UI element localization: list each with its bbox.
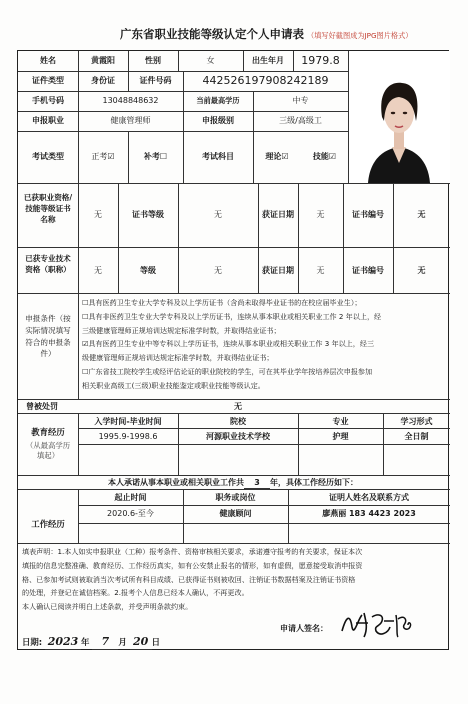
work-years: 3 [244, 478, 270, 489]
edu-period: 1995.9-1998.6 [98, 432, 158, 441]
id-no-value: 442526197908242189 [202, 74, 329, 87]
exam-type-label: 考试类型 [32, 152, 64, 161]
gender-value: 女 [206, 56, 215, 65]
edu-value: 中专 [292, 96, 309, 105]
declaration [22, 545, 363, 614]
condition-item: ☐广东省技工院校学生或经评估论证的职业院校的学生，可在其毕业学年按培养层次申报参加 [82, 367, 373, 377]
edu-header-period: 入学时间-毕业时间 [94, 417, 162, 426]
day-unit: 日 [151, 637, 160, 647]
subject-theory-option: 理论☑ [265, 152, 289, 161]
commit-prefix: 本人承诺从事本职业或相关职业工作共 [108, 478, 244, 487]
edu-header-major: 专业 [332, 417, 349, 426]
name-value: 黄霞阳 [91, 56, 115, 65]
edu-header-school: 院校 [230, 417, 246, 426]
cert2-no-label: 证书编号 [352, 266, 384, 275]
cert2-label: 已获专业技术资格（职称） [25, 254, 71, 274]
declaration-line: 填表声明：1.本人如实申报职业（工种）报考条件、资格审核相关要求，承诺遵守报考的有关要求，保证本次 [22, 547, 363, 556]
cert1-no-label: 证书编号 [352, 210, 384, 219]
title-hint: （填写好截图成为JPG图片格式） [307, 31, 413, 40]
cert1-date-label: 获证日期 [262, 210, 294, 219]
conditions-label: 申报条件（按实际情况填写符合的申报条件） [25, 314, 71, 359]
cert2-date: 无 [316, 266, 325, 275]
application-form [17, 50, 449, 650]
cert2-no: 无 [417, 266, 426, 275]
sign-date [22, 635, 160, 650]
phone-value: 13048848632 [102, 96, 159, 105]
cert2-date-label: 获证日期 [262, 266, 294, 275]
signature-label: 申请人签名： [280, 624, 328, 633]
cert2-level: 无 [214, 266, 222, 275]
declaration-line: 的处理，并登记在诚信档案。2.报考个人信息已经本人确认，不再更改。 [22, 588, 249, 598]
cert2-name: 无 [94, 266, 102, 275]
edu-major: 护理 [332, 432, 349, 441]
occupation-value: 健康管理师 [110, 116, 151, 125]
level-value: 三级/高级工 [279, 116, 322, 125]
phone-label: 手机号码 [32, 96, 64, 105]
handwritten-signature [338, 607, 418, 646]
condition-item: ☐具有医药卫生专业大学专科及以上学历证书（含尚未取得毕业证书的在校应届毕业生）； [82, 298, 362, 307]
declaration-line: 填报的信息完整准确、教育经历、工作经历真实，如有公安禁止报名的情形，如有虚假，愿意接受取消申报资 [22, 560, 363, 570]
date-year: 2023 [45, 635, 81, 650]
condition-item: 相关职业高级工(三级)职业技能鉴定或职业技能等级认定。 [82, 380, 265, 390]
work-header-period: 起止时间 [114, 493, 147, 502]
exam-normal-option: 正考☑ [91, 152, 115, 161]
edu-school: 河源职业技术学校 [206, 432, 270, 441]
cert2-level-label: 等级 [140, 266, 156, 275]
birth-value: 1979.8 [301, 54, 340, 67]
work-header-position: 职务或岗位 [215, 493, 256, 502]
education-sublabel: （从最高学历填起） [25, 441, 71, 461]
declaration-line: 本人确认已阅读并明白上述条款，并受声明条款约束。 [22, 602, 193, 612]
work-label: 工作经历 [31, 519, 65, 529]
condition-item: ☐具有非医药卫生专业大学专科及以上学历证书，连续从事本职业或相关职业工作 2 年以上，经 [82, 311, 382, 321]
cert1-name: 无 [94, 210, 102, 219]
level-label: 申报级别 [202, 116, 234, 125]
subject-label: 考试科目 [202, 152, 234, 161]
edu-mode: 全日制 [404, 432, 429, 441]
id-no-label: 证件号码 [139, 76, 172, 85]
id-type-label: 证件类型 [32, 76, 64, 85]
education-label: 教育经历 [31, 427, 65, 437]
year-unit: 年 [81, 637, 90, 647]
work-reference: 廖燕丽 183 4423 2023 [322, 509, 416, 518]
cert1-level-label: 证书等级 [132, 210, 164, 219]
condition-item: 级健康管理师正规培训达规定标准学时数，并取得结业证书； [82, 353, 274, 363]
condition-item: 三级健康管理师正规培训达规定标准学时数，并取得结业证书； [82, 325, 281, 335]
work-position: 健康顾问 [219, 509, 252, 518]
title-text: 广东省职业技能等级认定个人申请表 [120, 27, 304, 41]
signature-image [338, 607, 418, 641]
date-label: 日期: [22, 637, 43, 647]
gender-label: 性别 [145, 56, 161, 65]
subject-skill-option: 技能☑ [312, 152, 337, 161]
occupation-label: 申报职业 [32, 116, 64, 125]
applicant-photo [348, 51, 450, 183]
condition-item-checked: ☑具有医药卫生专业中等专科以上学历证书，连续从事本职业或相关职业工作 3 年以上，经三 [82, 339, 375, 349]
edu-label: 当前最高学历 [196, 96, 240, 105]
birth-label: 出生年月 [252, 56, 284, 65]
conditions-list [82, 296, 381, 393]
cert1-no: 无 [417, 210, 426, 219]
date-month: 7 [92, 635, 118, 650]
work-period: 2020.6-至今 [107, 509, 154, 518]
penalty-value: 无 [234, 402, 242, 411]
month-unit: 月 [118, 637, 127, 647]
work-header-reference: 证明人姓名及联系方式 [329, 493, 409, 502]
form-title [120, 26, 412, 42]
work-commitment [108, 478, 358, 489]
cert1-date: 无 [316, 210, 325, 219]
cert1-level: 无 [214, 210, 222, 219]
cert1-label: 已获职业资格/技能等级证书名称 [23, 193, 73, 224]
commit-suffix: 年，具体工作经历如下： [270, 478, 358, 487]
penalty-label: 曾被处罚 [26, 402, 58, 411]
declaration-line: 格、已参加考试则被取消当次考试所有科目成绩、已获得证书则被收回、注销证书数据档案及注销证书资格 [22, 574, 356, 584]
name-label: 姓名 [40, 56, 56, 65]
exam-makeup-option: 补考☐ [143, 152, 168, 161]
date-day: 20 [130, 635, 152, 650]
id-type-value: 身份证 [91, 76, 115, 85]
portrait-image [348, 51, 450, 183]
edu-header-mode: 学习形式 [400, 417, 433, 426]
